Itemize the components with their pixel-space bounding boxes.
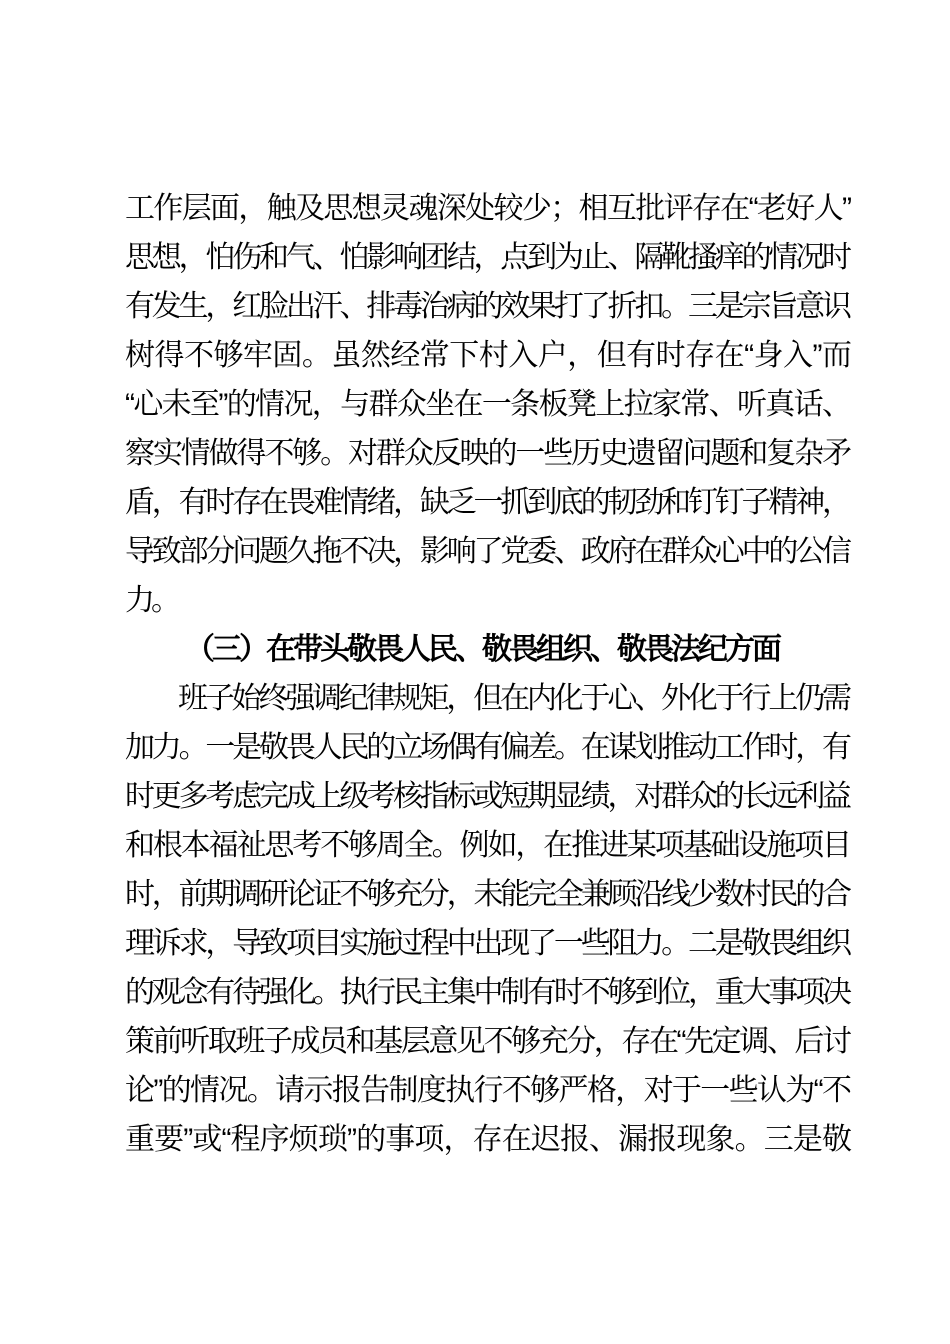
body-line: 思想，怕伤和气、怕影响团结，点到为止、隔靴搔痒的情况时 — [125, 241, 848, 274]
body-line: 加力。一是敬畏人民的立场偶有偏差。在谋划推动工作时，有 — [125, 731, 848, 764]
body-line: 的观念有待强化。执行民主集中制有时不够到位，重大事项决 — [125, 976, 848, 1009]
body-line: 班子始终强调纪律规矩，但在内化于心、外化于行上仍需 — [178, 682, 848, 715]
body-line: 察实情做得不够。对群众反映的一些历史遗留问题和复杂矛 — [125, 437, 848, 470]
body-line: 重要”或“程序烦琐”的事项，存在迟报、漏报现象。三是敬 — [125, 1123, 848, 1156]
body-line: 理诉求，导致项目实施过程中出现了一些阻力。二是敬畏组织 — [125, 927, 848, 960]
section-heading: （三）在带头敬畏人民、敬畏组织、敬畏法纪方面 — [185, 633, 779, 666]
body-line: 有发生，红脸出汗、排毒治病的效果打了折扣。三是宗旨意识 — [125, 290, 848, 323]
body-line: 论”的情况。请示报告制度执行不够严格，对于一些认为“不 — [125, 1074, 848, 1107]
body-line: 策前听取班子成员和基层意见不够充分，存在“先定调、后讨 — [125, 1025, 848, 1058]
body-line: “心未至”的情况，与群众坐在一条板凳上拉家常、听真话、 — [125, 388, 848, 421]
body-line: 时，前期调研论证不够充分，未能完全兼顾沿线少数村民的合 — [125, 878, 848, 911]
body-line: 树得不够牢固。虽然经常下村入户，但有时存在“身入”而 — [125, 339, 848, 372]
body-line: 盾，有时存在畏难情绪，缺乏一抓到底的韧劲和钉钉子精神， — [125, 486, 848, 519]
body-line: 工作层面，触及思想灵魂深处较少；相互批评存在“老好人” — [125, 192, 848, 225]
body-line: 和根本福祉思考不够周全。例如，在推进某项基础设施项目 — [125, 829, 848, 862]
body-line: 时更多考虑完成上级考核指标或短期显绩，对群众的长远利益 — [125, 780, 848, 813]
text-block — [125, 184, 848, 1164]
body-line: 导致部分问题久拖不决，影响了党委、政府在群众心中的公信 — [125, 535, 848, 568]
body-line: 力。 — [125, 584, 177, 617]
